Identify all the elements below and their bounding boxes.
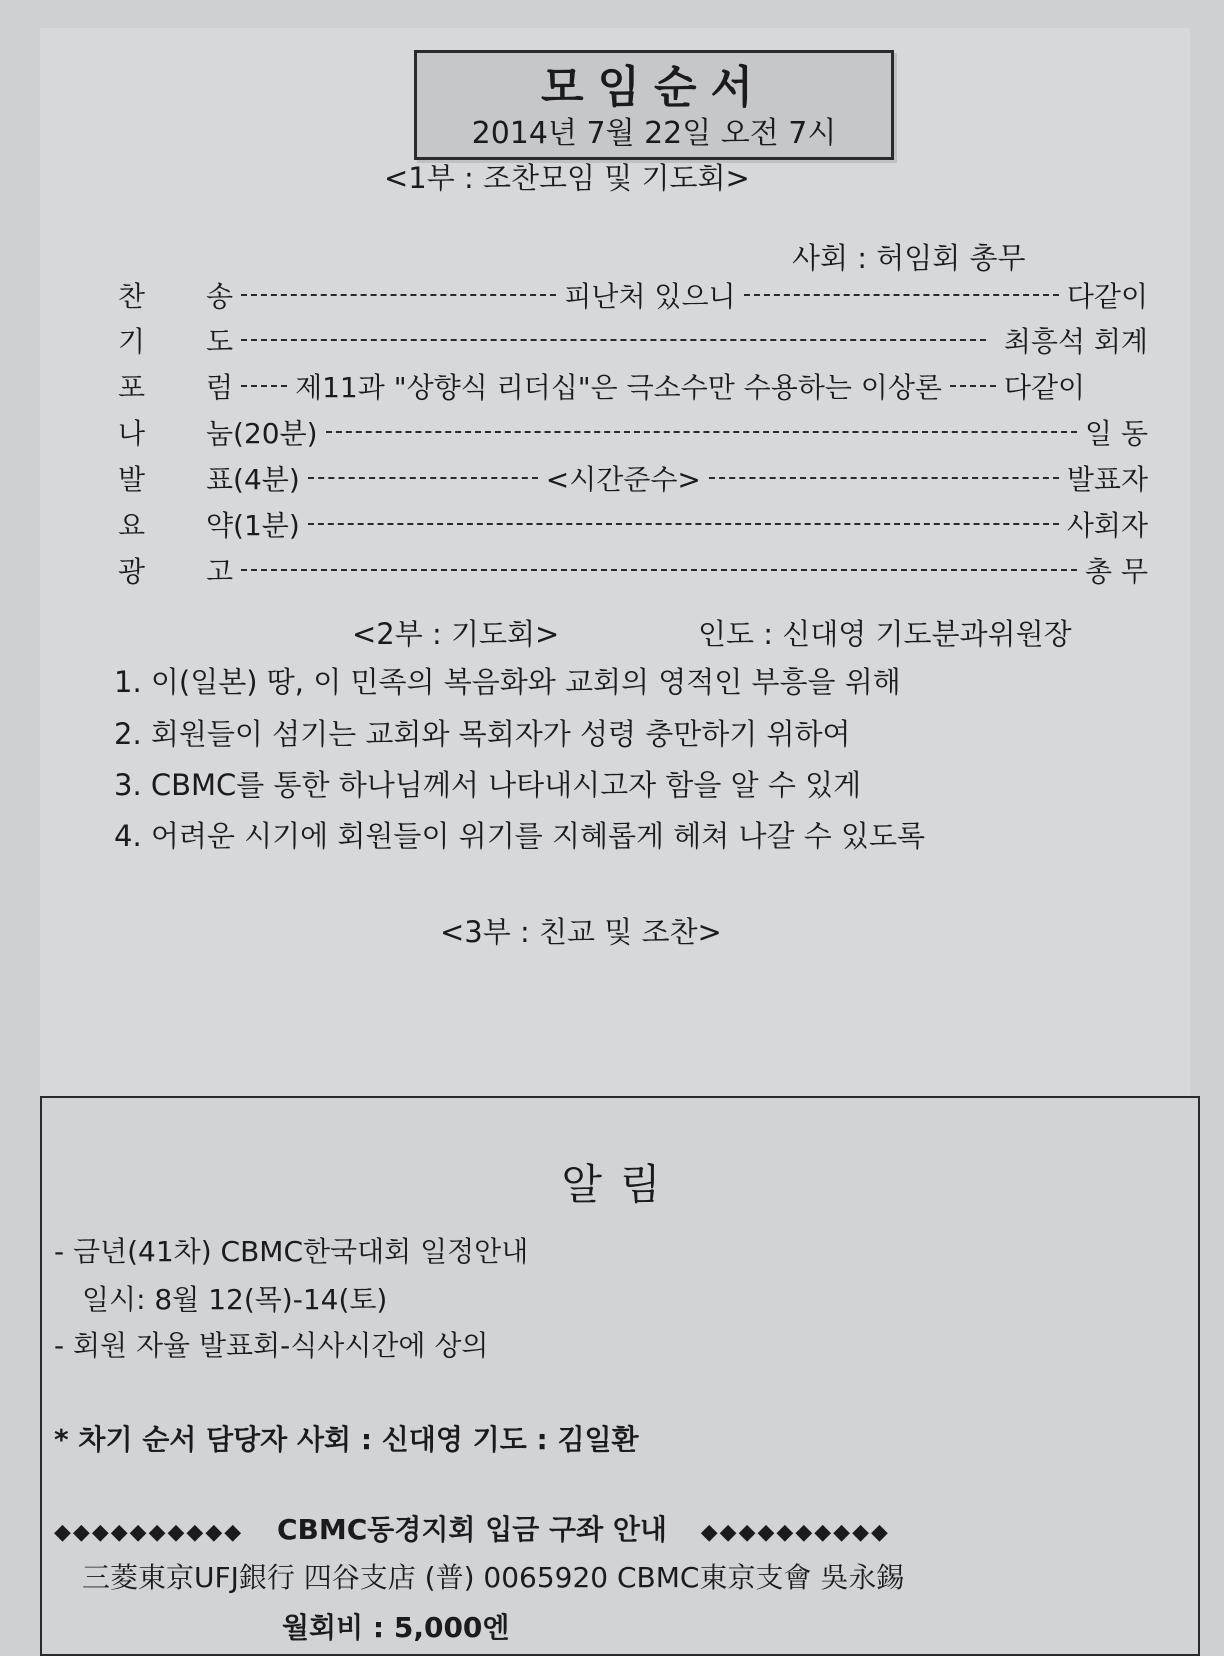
row-label-2: 표(4분): [206, 463, 300, 496]
row-label-2: 약(1분): [206, 509, 300, 542]
prayer-item: 1. 이(일본) 땅, 이 민족의 복음화와 교회의 영적인 부흥을 위해: [114, 665, 901, 699]
part2-leader: 인도 : 신대영 기도분과위원장: [698, 617, 1072, 651]
leader-dashes: [744, 294, 1059, 296]
notice-line: 일시: 8월 12(목)-14(토): [82, 1283, 388, 1316]
row-label-1: 광: [118, 555, 146, 588]
leader-dashes: [308, 523, 1059, 525]
row-label-2: 고: [206, 555, 234, 588]
meeting-date: 2014년 7월 22일 오전 7시: [471, 116, 837, 151]
bank-info: 三菱東京UFJ銀行 四谷支店 (普) 0065920 CBMC東京支會 吳永錫: [82, 1561, 905, 1594]
leader-dashes: [241, 339, 986, 341]
row-label-1: 기: [118, 325, 146, 358]
next-duty: * 차기 순서 담당자 사회 : 신대영 기도 : 김일환: [54, 1423, 639, 1456]
row-person: 일 동: [1085, 417, 1148, 450]
diamond-row: ◆◆◆◆◆◆◆◆◆◆: [54, 1520, 244, 1545]
row-person: 다같이: [1066, 280, 1149, 313]
row-label-2: 도: [206, 325, 234, 358]
row-content: 제11과 "상향식 리더십"은 극소수만 수용하는 이상론: [295, 371, 942, 404]
program-row: [118, 366, 1148, 406]
part3-heading: <3부 : 친교 및 조찬>: [440, 915, 722, 949]
notice-box: [40, 1096, 1200, 1656]
row-content: 피난처 있으니: [564, 280, 736, 313]
prayer-item: 2. 회원들이 섬기는 교회와 목회자가 성령 충만하기 위하여: [114, 717, 851, 751]
row-person: 총 무: [1085, 555, 1148, 588]
leader-dashes: [326, 431, 1077, 433]
diamond-row: ◆◆◆◆◆◆◆◆◆◆: [700, 1520, 890, 1545]
row-label-2: 눔(20분): [206, 417, 318, 450]
program-row: [118, 320, 1148, 360]
row-label-2: 송: [206, 280, 234, 313]
row-label-1: 포: [118, 371, 146, 404]
page-title: 모임순서: [540, 62, 767, 113]
bank-heading: CBMC동경지회 입금 구좌 안내: [276, 1513, 667, 1546]
program-row: [118, 275, 1148, 315]
row-person: 최흥석 회계: [1003, 325, 1148, 358]
program-row: [118, 412, 1148, 452]
row-label-1: 요: [118, 509, 146, 542]
row-label-1: 찬: [118, 280, 146, 313]
row-label-2: 럼: [206, 371, 234, 404]
row-label-1: 발: [118, 463, 146, 496]
prayer-item: 3. CBMC를 통한 하나님께서 나타내시고자 함을 알 수 있게: [114, 768, 862, 802]
notice-line: - 회원 자율 발표회-식사시간에 상의: [54, 1329, 489, 1362]
leader-dashes: [308, 477, 538, 479]
leader-dashes: [241, 385, 287, 387]
row-person: 다같이: [1003, 371, 1086, 404]
part2-heading: <2부 : 기도회>: [352, 617, 560, 651]
bank-heading-line: [54, 1508, 890, 1548]
program-row: [118, 458, 1148, 498]
program-row: [118, 550, 1148, 590]
monthly-fee: 월회비 : 5,000엔: [282, 1611, 510, 1644]
program-row: [118, 504, 1148, 544]
part1-heading: <1부 : 조찬모임 및 기도회>: [384, 161, 750, 195]
leader-dashes: [241, 294, 556, 296]
part1-presider: 사회 : 허임회 총무: [792, 241, 1026, 275]
row-person: 발표자: [1066, 463, 1148, 496]
prayer-item: 4. 어려운 시기에 회원들이 위기를 지혜롭게 헤쳐 나갈 수 있도록: [114, 819, 925, 853]
leader-dashes: [950, 385, 996, 387]
row-content: <시간준수>: [545, 463, 701, 496]
leader-dashes: [241, 569, 1077, 571]
leader-dashes: [709, 477, 1059, 479]
title-box: [414, 50, 894, 160]
notice-title: 알림: [561, 1160, 679, 1209]
row-label-1: 나: [118, 417, 146, 450]
row-person: 사회자: [1066, 509, 1148, 542]
notice-line: - 금년(41차) CBMC한국대회 일정안내: [54, 1235, 529, 1268]
